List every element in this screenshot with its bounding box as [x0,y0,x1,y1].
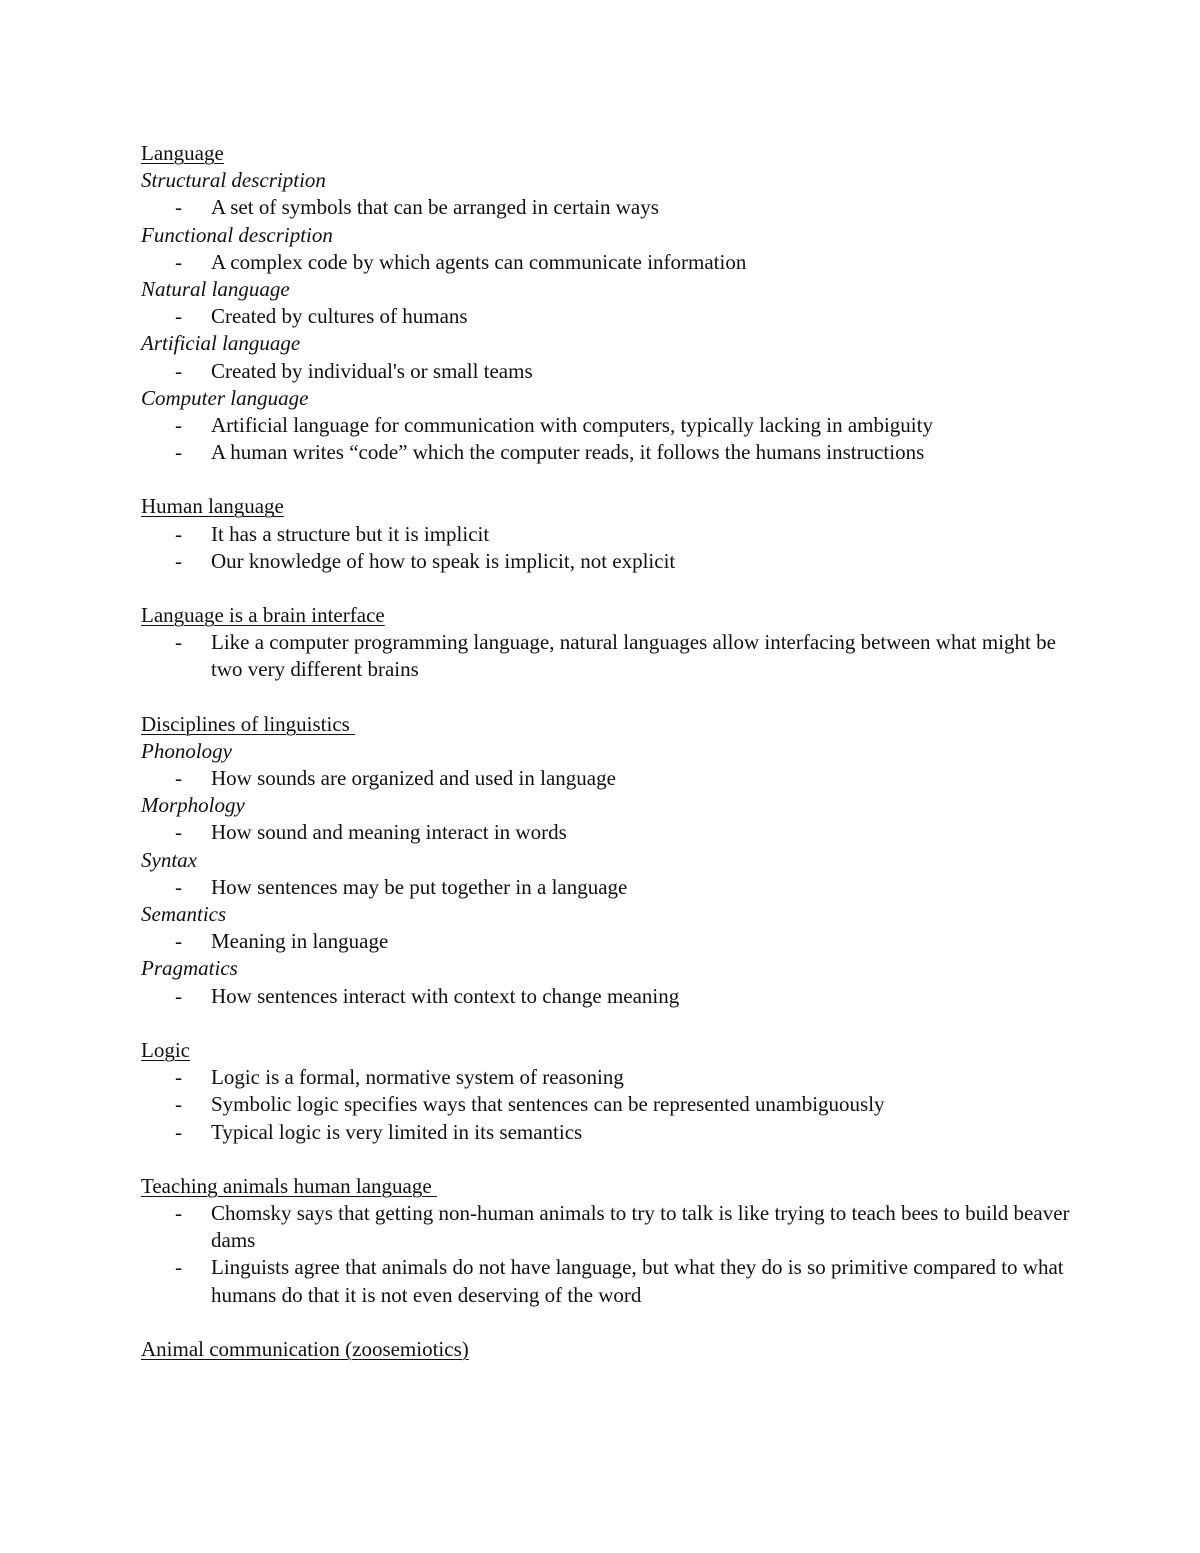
bullet-list [141,1064,1071,1146]
term-label: Pragmatics [141,956,238,981]
bullet-item [141,928,1071,955]
bullet-text: Chomsky says that getting non-human animals to try to talk is like trying to teach bees to build beaver dams [211,1200,1070,1253]
bullet-dash: - [175,521,182,546]
bullet-item [141,303,1071,330]
bullet-list [141,194,1071,221]
bullet-item [141,249,1071,276]
bullet-dash: - [175,195,182,220]
bullet-dash: - [175,766,182,791]
bullet-item [141,548,1071,575]
bullet-text: Our knowledge of how to speak is implicit, not explicit [211,548,676,573]
bullet-item [141,1119,1071,1146]
bullet-text: Artificial language for communication with computers, typically lacking in ambiguity [211,413,933,438]
section-language-is-a-brain-interface [141,602,1071,684]
bullet-list [141,303,1071,330]
bullet-text: Logic is a formal, normative system of reasoning [211,1065,624,1090]
bullet-text: Linguists agree that animals do not have language, but what they do is so primitive compared to what humans do that it is not even deserving of the word [211,1255,1064,1307]
bullet-text: Symbolic logic specifies ways that sentences can be represented unambiguously [211,1092,885,1117]
bullet-dash: - [175,1092,182,1117]
bullet-item [141,439,1071,466]
bullet-dash: - [175,929,182,954]
term-label: Syntax [141,847,197,872]
document-page [141,140,1071,1363]
section-heading: Language [141,141,224,165]
term-label: Artificial language [141,331,301,356]
bullet-item [141,819,1071,846]
bullet-dash: - [175,1119,182,1144]
section-spacer [141,684,1071,711]
bullet-text: A complex code by which agents can communicate information [211,249,747,274]
bullet-dash: - [175,820,182,845]
section-spacer [141,1309,1071,1336]
bullet-dash: - [175,413,182,438]
bullet-text: Typical logic is very limited in its semantics [211,1119,583,1144]
bullet-list [141,1200,1071,1309]
section-language [141,140,1071,466]
bullet-list [141,983,1071,1010]
bullet-text: A human writes “code” which the computer reads, it follows the humans instructions [211,440,925,465]
term-label: Computer language [141,385,309,410]
section-heading: Language is a brain interface [141,603,385,628]
bullet-dash: - [175,983,182,1008]
section-teaching-animals-human-language [141,1173,1071,1309]
bullet-list [141,249,1071,276]
term-label: Morphology [141,793,245,818]
section-heading: Logic [141,1037,190,1062]
bullet-item [141,983,1071,1010]
term-label: Natural language [141,277,290,302]
section-heading: Teaching animals human language [141,1173,437,1198]
bullet-item [141,1091,1071,1118]
bullet-list [141,928,1071,955]
bullet-dash: - [175,358,182,383]
bullet-item [141,1064,1071,1091]
bullet-text: How sentences may be put together in a language [211,874,628,899]
section-spacer [141,466,1071,493]
bullet-text: How sounds are organized and used in language [211,766,616,791]
bullet-dash: - [175,1200,182,1225]
section-spacer [141,1010,1071,1037]
bullet-item [141,1254,1071,1308]
bullet-dash: - [175,1065,182,1090]
bullet-item [141,874,1071,901]
term-label: Phonology [141,738,232,763]
bullet-dash: - [175,440,182,465]
bullet-text: It has a structure but it is implicit [211,521,490,546]
bullet-dash: - [175,1255,182,1280]
term-label: Semantics [141,902,227,927]
bullet-text: A set of symbols that can be arranged in certain ways [211,195,659,220]
bullet-list [141,358,1071,385]
bullet-text: Created by cultures of humans [211,304,468,329]
bullet-list [141,819,1071,846]
section-animal-communication-zoosemiotics [141,1336,1071,1363]
bullet-list [141,521,1071,575]
section-logic [141,1037,1071,1146]
bullet-text: Like a computer programming language, natural languages allow interfacing between what might be two very different brains [211,630,1056,682]
bullet-list [141,874,1071,901]
bullet-item [141,1200,1071,1254]
bullet-item [141,629,1071,683]
section-spacer [141,1146,1071,1173]
bullet-item [141,765,1071,792]
bullet-dash: - [175,548,182,573]
bullet-text: How sound and meaning interact in words [211,820,567,845]
bullet-dash: - [175,630,182,655]
bullet-item [141,194,1071,221]
section-spacer [141,575,1071,602]
bullet-list [141,412,1071,466]
bullet-item [141,521,1071,548]
section-disciplines-of-linguistics [141,711,1071,1010]
bullet-dash: - [175,249,182,274]
bullet-text: Created by individual's or small teams [211,358,533,383]
bullet-text: Meaning in language [211,929,389,954]
bullet-item [141,358,1071,385]
bullet-list [141,765,1071,792]
section-heading: Human language [141,494,284,519]
section-human-language [141,493,1071,575]
term-label: Functional description [141,222,333,247]
section-heading: Animal communication (zoosemiotics) [141,1336,469,1361]
bullet-dash: - [175,874,182,899]
term-label: Structural description [141,168,326,193]
bullet-item [141,412,1071,439]
section-heading: Disciplines of linguistics [141,711,356,736]
bullet-list [141,629,1071,683]
bullet-text: How sentences interact with context to change meaning [211,983,680,1008]
bullet-dash: - [175,304,182,329]
